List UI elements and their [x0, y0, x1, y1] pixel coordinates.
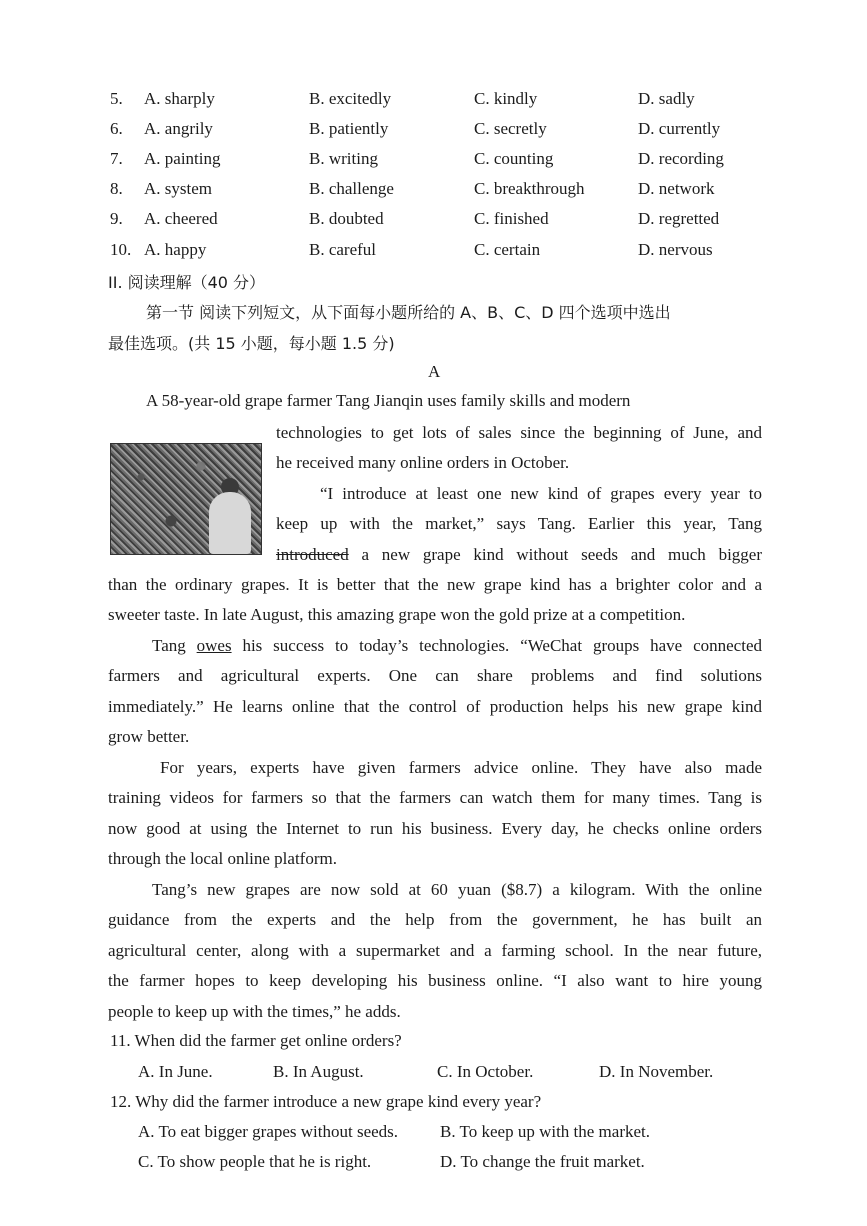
- passage-line: Tang’s new grapes are now sold at 60 yuan ($8.7) a kilogram. With the online: [152, 880, 762, 899]
- passage-line: grow better.: [108, 727, 190, 747]
- option-b: B. patiently: [309, 119, 389, 138]
- passage-line-owes: [108, 631, 762, 661]
- option-row-8: [0, 177, 867, 201]
- option-c: C. breakthrough: [474, 179, 585, 198]
- option-b: B. careful: [309, 240, 377, 259]
- passage-wrap-block: [276, 418, 762, 479]
- question-12-option-a: A. To eat bigger grapes without seeds.: [138, 1122, 399, 1141]
- question-11-option-b: B. In August.: [273, 1062, 364, 1081]
- question-11-option-a: A. In June.: [138, 1062, 213, 1081]
- question-11-stem: 11. When did the farmer get online orders?: [110, 1031, 402, 1050]
- question-12-stem: 12. Why did the farmer introduce a new grape kind every year?: [110, 1092, 542, 1111]
- option-a: A. angrily: [144, 119, 213, 138]
- passage-line-rest: a new grape kind without seeds and much bigger: [348, 544, 762, 564]
- option-d: D. currently: [638, 119, 721, 138]
- option-c: C. kindly: [474, 89, 538, 108]
- passage-line: training videos for farmers so that the farmers can watch them for many times. Tang is: [108, 788, 762, 808]
- option-c: C. certain: [474, 240, 541, 259]
- section-instruction-line1: 第一节 阅读下列短文，从下面每小题所给的 A、B、C、D 四个选项中选出: [146, 303, 671, 322]
- option-row-7: [0, 147, 867, 171]
- struck-word: introduced: [276, 544, 349, 564]
- question-12-option-d: D. To change the fruit market.: [440, 1152, 645, 1171]
- option-c: C. counting: [474, 149, 554, 168]
- passage-line: people to keep up with the times,” he adds.: [108, 1001, 401, 1021]
- option-row-10: [0, 238, 867, 262]
- option-d: D. network: [638, 179, 715, 198]
- paragraph-3: [108, 631, 762, 753]
- option-a: A. painting: [144, 149, 221, 168]
- option-b: B. challenge: [309, 179, 394, 198]
- section-heading: II. 阅读理解（40 分）: [108, 273, 266, 292]
- passage-line: farmers and agricultural experts. One can share problems and find solutions: [108, 666, 762, 686]
- option-c: C. finished: [474, 209, 549, 228]
- question-number: 6.: [110, 119, 123, 138]
- option-row-5: [0, 87, 867, 111]
- option-row-9: [0, 207, 867, 231]
- option-d: D. sadly: [638, 89, 695, 108]
- question-number: 7.: [110, 149, 123, 168]
- option-b: B. writing: [309, 149, 378, 168]
- question-number: 9.: [110, 209, 123, 228]
- passage-line: sweeter taste. In late August, this amazing grape won the gold prize at a competition.: [108, 605, 686, 625]
- passage-line: “I introduce at least one new kind of grapes every year to: [320, 484, 762, 503]
- option-c: C. secretly: [474, 119, 547, 138]
- question-number: 10.: [110, 240, 132, 259]
- passage-wrap-block-2: [276, 479, 762, 570]
- passage-line: the farmer hopes to keep developing his business online. “I also want to hire young: [108, 971, 762, 991]
- section-instruction-line2: 最佳选项。(共 15 小题，每小题 1.5 分): [108, 334, 395, 353]
- question-12-option-b: B. To keep up with the market.: [440, 1122, 651, 1141]
- option-b: B. doubted: [309, 209, 384, 228]
- passage-line: A 58-year-old grape farmer Tang Jianqin uses family skills and modern: [146, 391, 631, 410]
- passage-line: For years, experts have given farmers advice online. They have also made: [160, 758, 762, 777]
- option-a: A. cheered: [144, 209, 218, 228]
- passage-line: immediately.” He learns online that the control of production helps his new grape kind: [108, 696, 762, 716]
- option-a: A. sharply: [144, 89, 215, 108]
- option-d: D. regretted: [638, 209, 720, 228]
- farmer-figure-shape: [209, 492, 251, 554]
- passage-line: guidance from the experts and the help from the government, he has built an: [108, 910, 762, 930]
- question-11-option-c: C. In October.: [437, 1062, 534, 1081]
- passage-line: now good at using the Internet to run his business. Every day, he checks online orders: [108, 818, 762, 838]
- passage-line: he received many online orders in October.: [276, 453, 570, 473]
- option-a: A. happy: [144, 240, 207, 259]
- passage-line: through the local online platform.: [108, 849, 337, 869]
- farmer-photo: [110, 443, 262, 555]
- question-number: 5.: [110, 89, 123, 108]
- option-d: D. nervous: [638, 240, 713, 259]
- option-a: A. system: [144, 179, 212, 198]
- question-11-option-d: D. In November.: [599, 1062, 714, 1081]
- passage-line: keep up with the market,” says Tang. Earlier this year, Tang: [276, 514, 762, 534]
- passage-text: his success to today’s technologies. “WeChat groups have connected: [231, 636, 762, 655]
- option-d: D. recording: [638, 149, 724, 168]
- passage-line: agricultural center, along with a supermarket and a farming school. In the near future,: [108, 940, 762, 960]
- option-b: B. excitedly: [309, 89, 392, 108]
- paragraph-5: [108, 875, 762, 1027]
- passage-letter: A: [428, 362, 441, 381]
- passage-line-struck: [276, 540, 762, 570]
- option-row-6: [0, 117, 867, 141]
- question-number: 8.: [110, 179, 123, 198]
- question-12-option-c: C. To show people that he is right.: [138, 1152, 372, 1171]
- paragraph-4: [108, 753, 762, 875]
- underlined-word: owes: [196, 636, 232, 655]
- passage-line: than the ordinary grapes. It is better that the new grape kind has a brighter color and a: [108, 575, 762, 594]
- paragraph-2-cont: [108, 570, 762, 631]
- passage-text: Tang: [152, 636, 197, 655]
- passage-line: technologies to get lots of sales since the beginning of June, and: [276, 423, 762, 442]
